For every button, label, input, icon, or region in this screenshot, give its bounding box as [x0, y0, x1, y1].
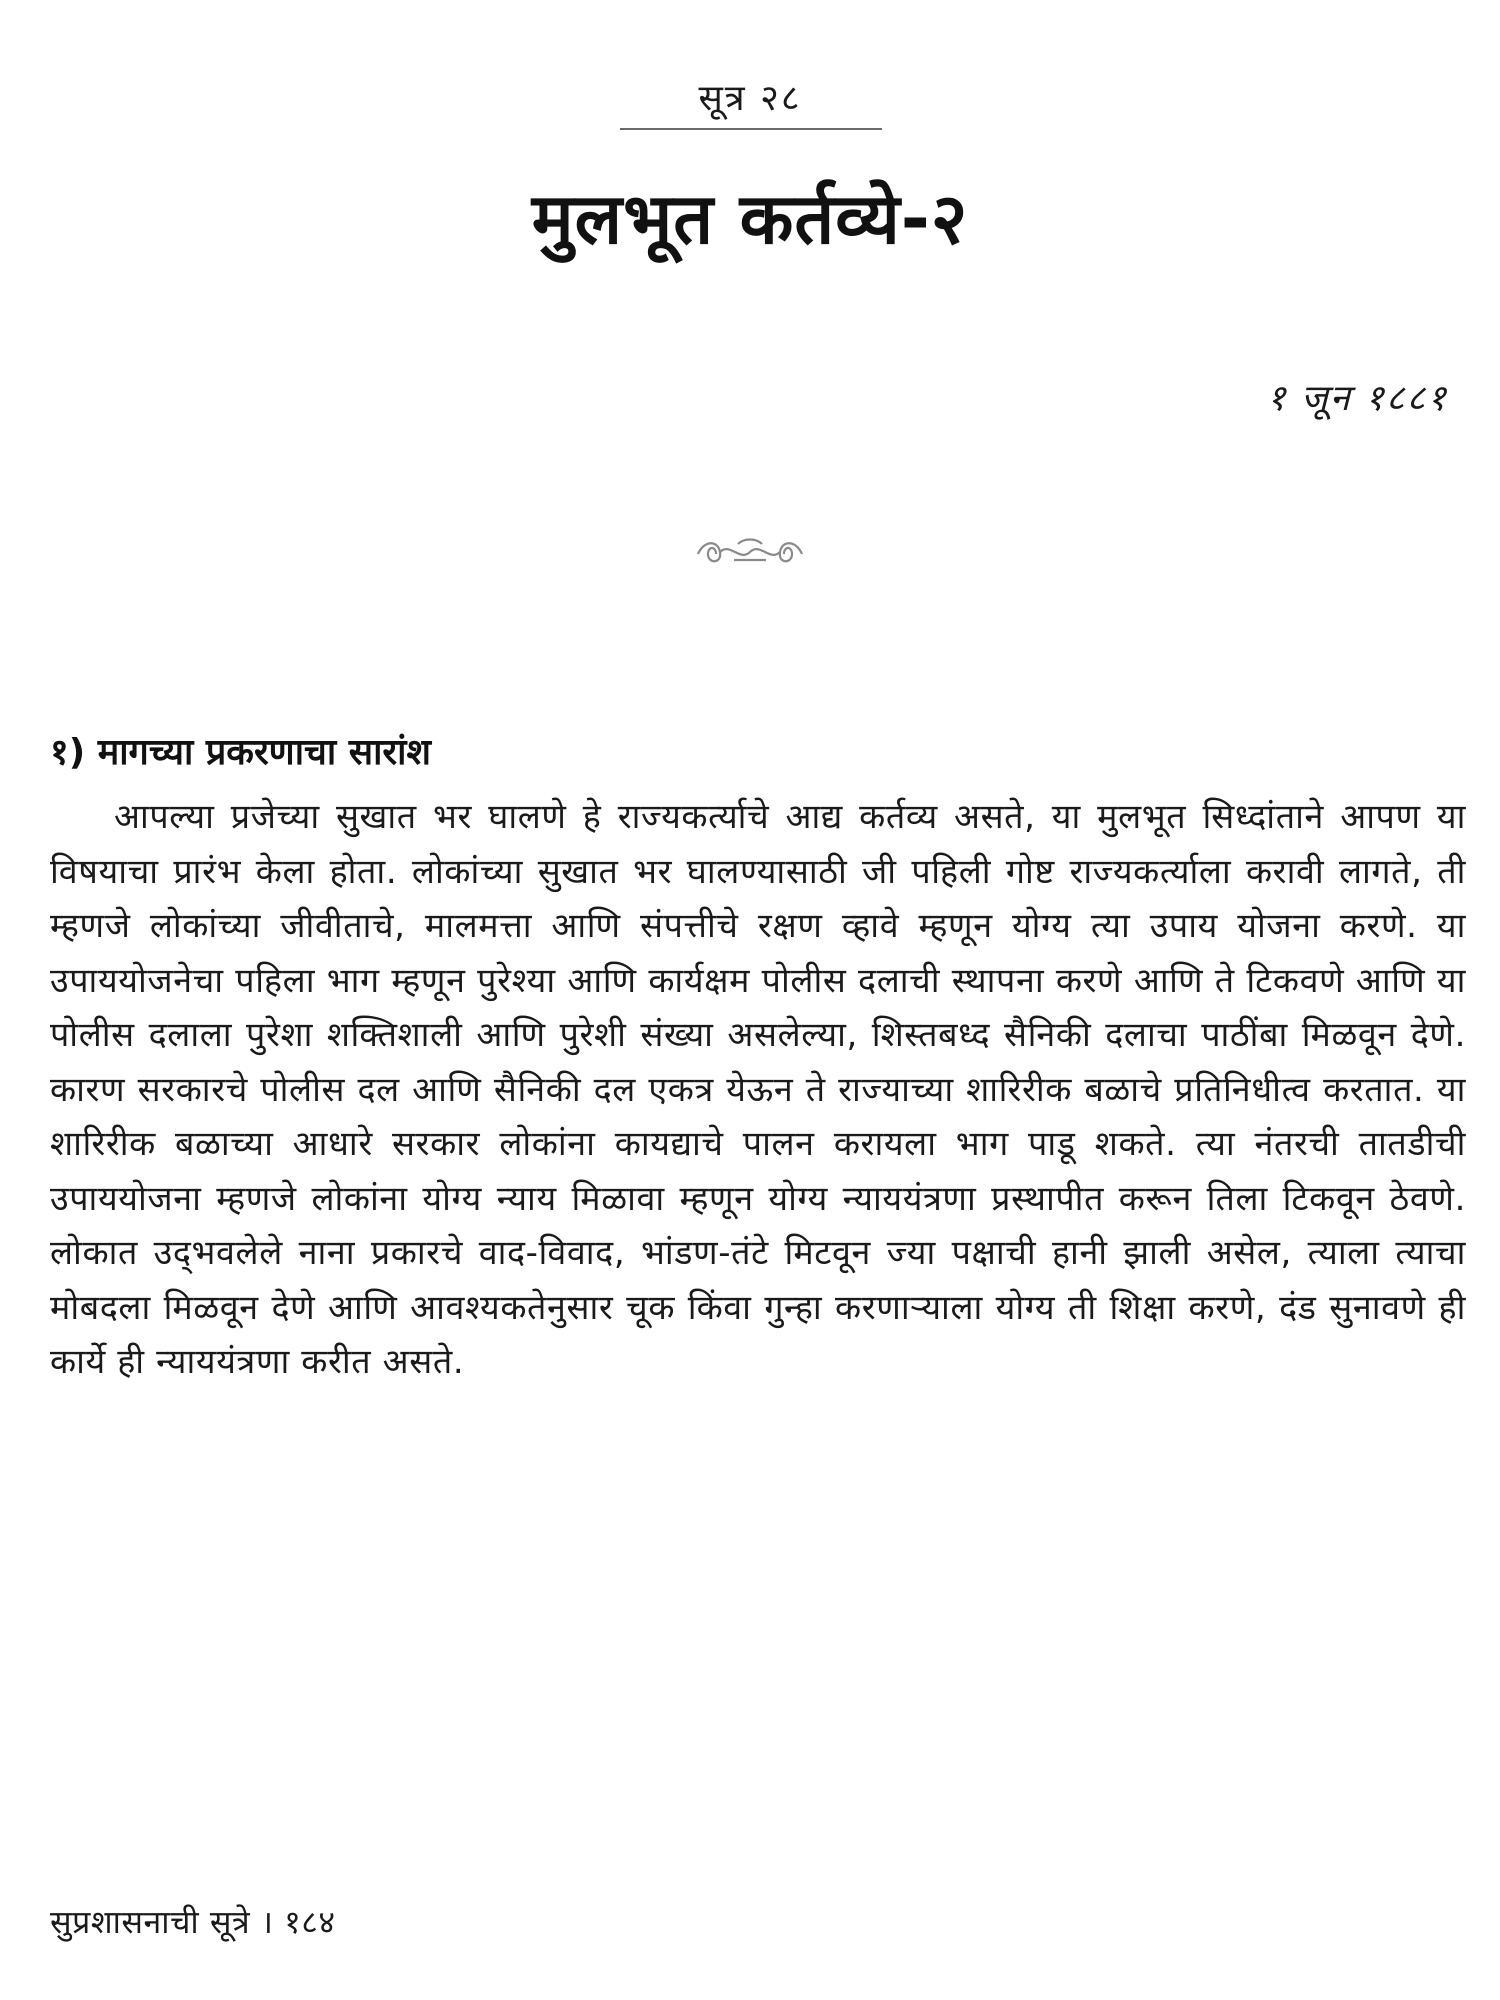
body-paragraph: आपल्या प्रजेच्या सुखात भर घालणे हे राज्यकर्त्याचे आद्य कर्तव्य असते, या मुलभूत सिध्दांताने आपण या विषयाचा प्रारंभ केला होता. लोकांच्या सुखात भर घालण्यासाठी जी पहिली गोष्ट राज्यकर्त्याला करावी लागते, ती म्हणजे लोकांच्या जीवीताचे, मालमत्ता आणि संपत्तीचे रक्षण व्हावे म्हणून योग्य त्या उपाय योजना करणे. या उपाययोजनेचा पहिला भाग म्हणून पुरेश्या आणि कार्यक्षम पोलीस दलाची स्थापना करणे आणि ते टिकवणे आणि या पोलीस दलाला पुरेशा शक्तिशाली आणि पुरेशी संख्या असलेल्या, शिस्तबध्द सैनिकी दलाचा पाठींबा मिळवून देणे. कारण सरकारचे पोलीस दल आणि सैनिकी दल एकत्र येऊन ते राज्याच्या शारिरीक बळाचे प्रतिनिधीत्व करतात. या शारिरीक बळाच्या आधारे सरकार लोकांना कायद्याचे पालन करायला भाग पाडू शकते. त्या नंतरची तातडीची उपाययोजना म्हणजे लोकांना योग्य न्याय मिळावा म्हणून योग्य न्याययंत्रणा प्रस्थापीत करून तिला टिकवून ठेवणे. लोकात उद्‌भवलेले नाना प्रकारचे वाद-विवाद, भांडण-तंटे मिटवून ज्या पक्षाची हानी झाली असेल, त्याला त्याचा मोबदला मिळवून देणे आणि आवश्यकतेनुसार चूक किंवा गुन्हा करणाऱ्याला योग्य ती शिक्षा करणे, दंड सुनावणे ही कार्ये ही न्याययंत्रणा करीत असते.: [50, 797, 1466, 1382]
decorative-flourish-icon: [690, 532, 810, 572]
date-line: १ जून १८८१: [1266, 378, 1448, 419]
section-heading: १) मागच्या प्रकरणाचा सारांश: [50, 732, 431, 773]
divider-rule: [620, 128, 882, 130]
page-title: मुलभूत कर्तव्ये-२: [531, 178, 969, 260]
page-footer: सुप्रशासनाची सूत्रे । १८४: [50, 1903, 336, 1941]
chapter-number: सूत्र २८: [698, 78, 802, 119]
